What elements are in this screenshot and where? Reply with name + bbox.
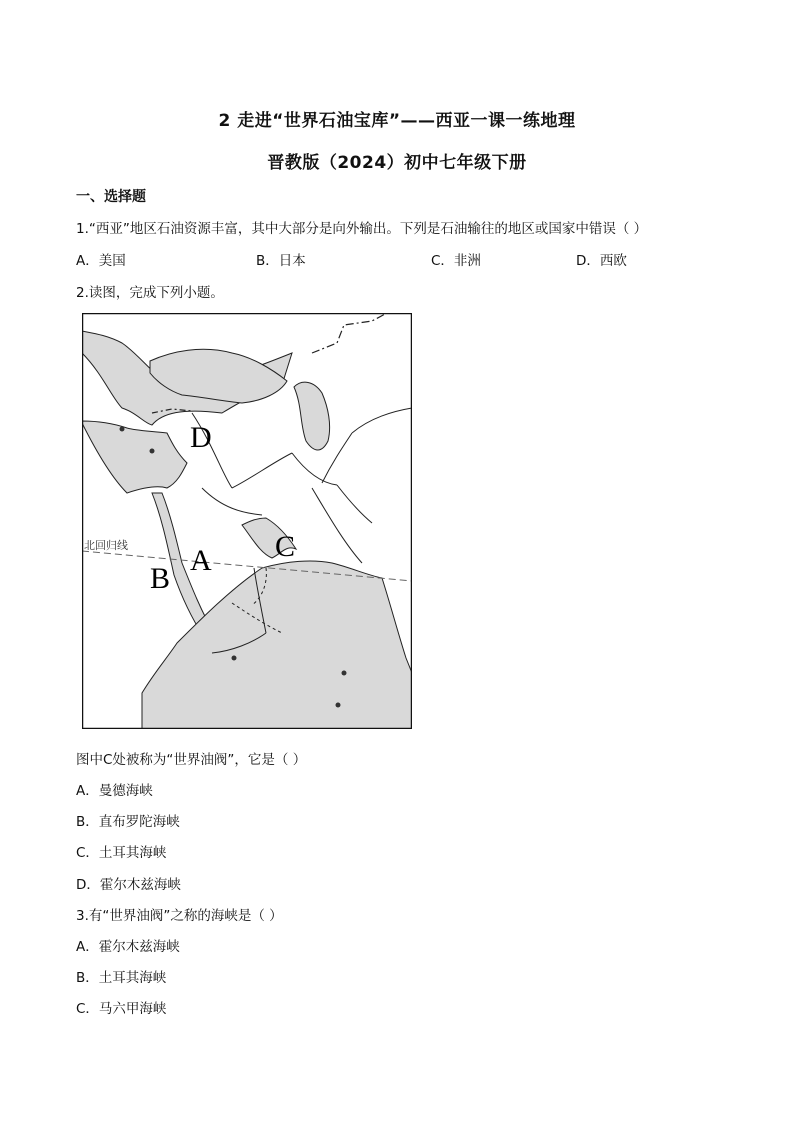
question-1-option-c[interactable]: C．非洲: [431, 253, 481, 269]
question-2-option-b[interactable]: B．直布罗陀海峡: [76, 814, 180, 830]
question-3-option-c[interactable]: C．马六甲海峡: [76, 1001, 167, 1017]
question-2-stem: 2.读图，完成下列小题。: [76, 285, 224, 301]
question-1-stem: 1.“西亚”地区石油资源丰富，其中大部分是向外输出。下列是石油输往的地区或国家中错误（ ）: [76, 221, 648, 237]
document-title: 2 走进“世界石油宝库”——西亚一课一练地理: [218, 111, 576, 131]
map-label-c: C: [275, 530, 296, 563]
question-2-option-d[interactable]: D．霍尔木兹海峡: [76, 877, 181, 893]
question-1-option-d[interactable]: D．西欧: [576, 253, 627, 269]
question-2-option-c[interactable]: C．土耳其海峡: [76, 845, 167, 861]
question-3-option-a[interactable]: A．霍尔木兹海峡: [76, 939, 180, 955]
question-1-option-b[interactable]: B．日本: [256, 253, 306, 269]
question-2-sub-stem: 图中C处被称为“世界油阀”，它是（ ）: [76, 752, 307, 768]
question-3-stem: 3.有“世界油阀”之称的海峡是（ ）: [76, 908, 283, 924]
tropic-of-cancer-label: 北回归线: [84, 539, 128, 552]
map-label-a: A: [190, 544, 212, 577]
question-2-option-a[interactable]: A．曼德海峡: [76, 783, 153, 799]
question-3-option-b[interactable]: B．土耳其海峡: [76, 970, 167, 986]
west-asia-map: [82, 313, 412, 729]
section-heading: 一、选择题: [76, 189, 146, 205]
question-1-option-a[interactable]: A．美国: [76, 253, 126, 269]
map-label-b: B: [150, 562, 171, 595]
document-subtitle: 晋教版（2024）初中七年级下册: [267, 153, 527, 173]
map-label-d: D: [190, 421, 212, 454]
